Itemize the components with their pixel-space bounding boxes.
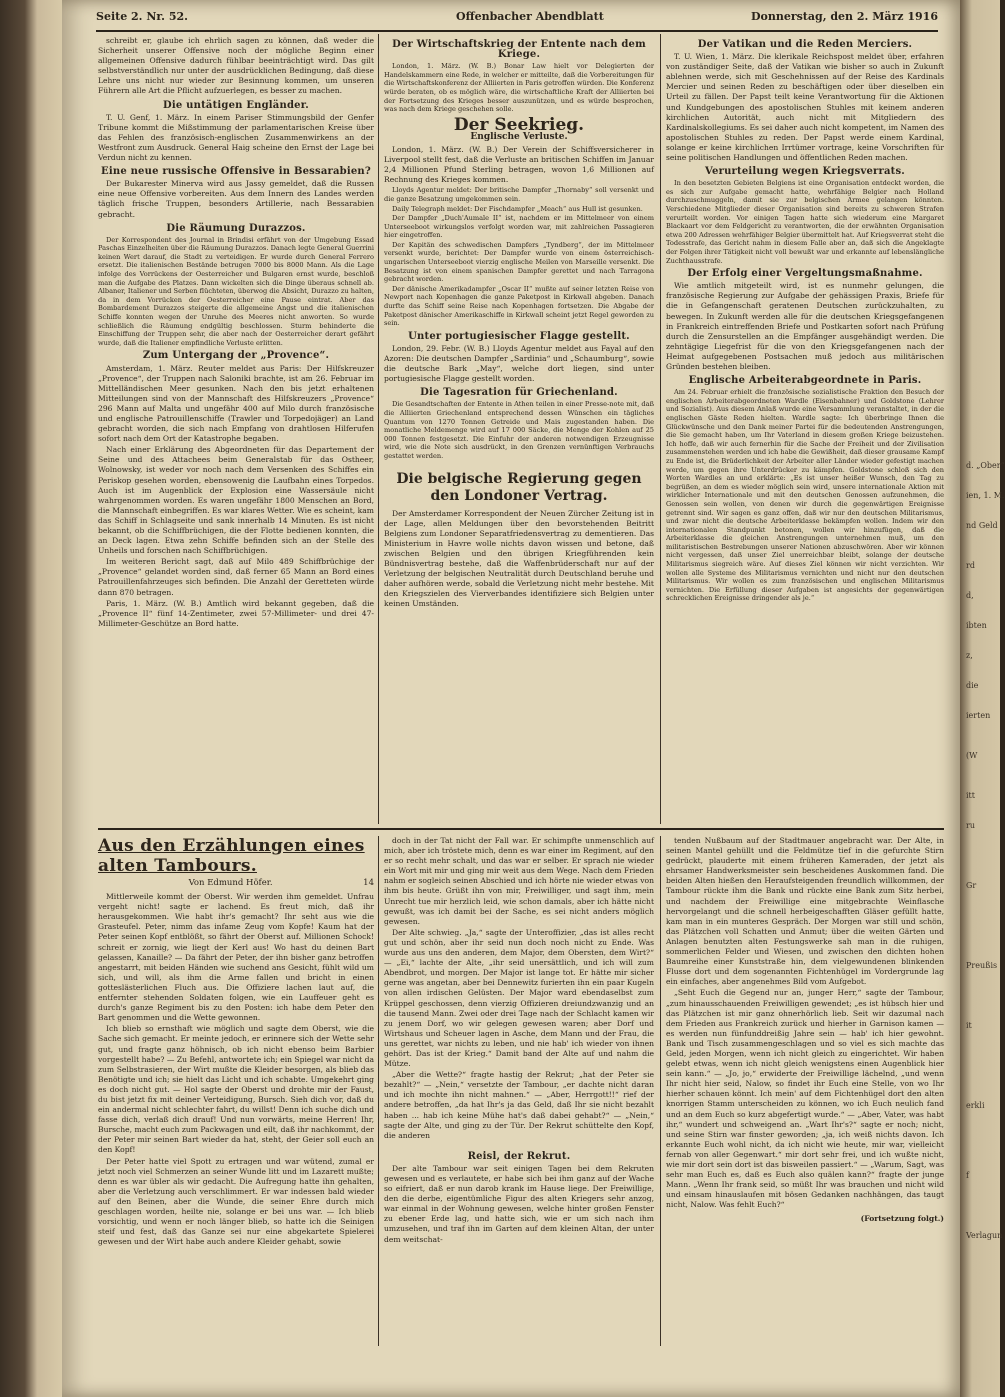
- margin-fragment: (W: [966, 751, 978, 760]
- margin-fragment: erkli: [966, 1101, 985, 1110]
- margin-fragment: ierten: [966, 711, 991, 720]
- serial-text: Mittlerweile kommt der Oberst. Wir werden ihm gemeldet. Unfrau vergeht nicht! sagte er lachend. Es freut mich, daß ihr herausgekommen. Wie habt ihr's gemacht? Ihr seht aus wie die Grasteufel. Peter, nimm das infame Zeug vom Kopfe! Kaum hat der Peter seinen Kopf entblößt, so fährt der Oberst auf. Millionen Schock! schreit er zornig, wie liegt der Kerl aus! Wo hast du deinen Bart gelassen, Kanaille? — Da fährt der Peter, der ihn bisher ganz betroffen angestarrt, mit beiden Händen wie suchend ans Gesicht, fühlt wild um sich, und will, als ihm die Arme fallen und bricht in einen gotteslästerlichen Fluch aus. Die Offiziere lachen laut auf, die entfernter stehenden Soldaten folgen, wie ein Lauffeuer geht es durch's ganze Regiment bis zu den Posten: ich habe dem Peter den Bart genommen und die Wette gewonnen.: [98, 892, 374, 1023]
- column-divider: [378, 836, 379, 1346]
- margin-fragment: nd Geld: [966, 521, 998, 530]
- article-text: London, 29. Febr. (W. B.) Lloyds Agentur meldet aus Fayal auf den Azoren: Die deutschen Dampfer „Sardinia“ und „Schaumburg“, sowie die deutsche Bark „May“, welche dort liegen, sind unter portugiesische Flagge gestellt worden.: [384, 343, 654, 384]
- margin-fragment: itt: [966, 791, 975, 800]
- headline: Der Vatikan und die Reden Merciers.: [697, 39, 913, 50]
- page-number: Seite 2. Nr. 52.: [96, 10, 188, 23]
- margin-fragment: d,: [966, 591, 974, 600]
- serial-text: „Aber die Wette?“ fragte hastig der Rekrut; „hat der Peter sie bezahlt?“ — „Nein,“ versetzte der Tambour, „er dachte nicht daran und ich mochte ihn nicht mahnen.“ — „Aber, Herrgott!!“ rief der andere betroffen, „da hat Ihr's ja das Geld, daß Ihr sie nicht bezahlt haben ... hab ich keine Mühe hat's daß dabei gehabt?“ — „Nein,“ sagte der Alte, und ging zu der Tür. Der Rekrut schüttelte den Kopf, die anderen: [384, 1070, 654, 1140]
- margin-fragment: Verlagun: [966, 1231, 1003, 1240]
- headline-large: Die belgische Regierung gegen den Londoner Vertrag.: [396, 470, 642, 504]
- feuilleton-rule: [98, 828, 944, 830]
- column-divider: [660, 836, 661, 1346]
- serial-column-2: [384, 836, 654, 1246]
- article-text: Lloyds Agentur meldet: Der britische Dampfer „Thornaby“ soll versenkt und die ganze Besatzung umgekommen sein.: [384, 186, 654, 203]
- margin-fragment: d. „Ober“: [966, 461, 1005, 470]
- article-text: Der Dampfer „Duch'Aumale II“ ist, nachdem er im Mittelmeer von einem Unterseeboot wirkungslos verfolgt worden war, mit zahlreichen Passagieren hier eingetroffen.: [384, 214, 654, 240]
- margin-fragment: ru: [966, 821, 975, 830]
- margin-fragment: it: [966, 1021, 972, 1030]
- margin-fragment: z,: [966, 651, 973, 660]
- serial-column-1: [98, 836, 374, 1248]
- column-divider: [660, 34, 661, 824]
- header-rule: [96, 30, 938, 32]
- margin-fragment: ibten: [966, 621, 987, 630]
- headline: Eine neue russische Offensive in Bessarabien?: [101, 166, 371, 178]
- serial-column-3: [666, 836, 944, 1225]
- article-text: Im weiteren Bericht sagt, daß auf Milo 489 Schiffbrüchige der „Provence“ gelandet worden sind, daß ferner 65 Mann an Bord eines Patrouillenfahrzeuges sich befinden. Die Anzahl der Geretteten würde dann 870 betragen.: [98, 557, 374, 597]
- headline: Der Erfolg einer Vergeltungsmaßnahme.: [687, 268, 923, 280]
- serial-text: doch in der Tat nicht der Fall war. Er schimpfte unmenschlich auf mich, aber ich tröstete mich, denn es war einer im Regiment, auf den er so recht mehr schalt, und das war er selber. Er sprach nie wieder ein Wort mit mir und ging mir weit aus dem Wege. Nach dem Frieden nahm er sogleich seinen Abschied und ich hörte nie wieder etwas von ihm bis heute. Grüßt ihn von mir, Freiwilliger, und sagt ihm, mein Unrecht tue mir herzlich leid, wie schon damals, aber ich hätte nicht gewußt, was ich damit bei der Sache, es sei nicht anders möglich gewesen.: [384, 836, 654, 926]
- running-head: [96, 10, 938, 28]
- article-text: Paris, 1. März. (W. B.) Amtlich wird bekannt gegeben, daß die „Provence II“ fünf 14-Zentimeter, zwei 57-Millimeter- und drei 47-Millimeter-Geschütze an Bord hatte.: [98, 598, 374, 628]
- headline: Der Wirtschaftskrieg der Entente nach dem Kriege.: [392, 39, 646, 61]
- serial-text: tenden Nußbaum auf der Stadtmauer angebracht war. Der Alte, in seinen Mantel gehüllt und die Feldmütze tief in die gefurchte Stirn gedrückt, plauderte mit einem früheren Kameraden, der jetzt als ehrsamer Handwerksmeister sein bescheidenes Auskommen fand. Die beiden Alten hießen den Heraufsteigenden freundlich willkommen, der Tambour rückte ihm die Bank und rückte eine Bank zum Sitz herbei, und nachdem der Freiwillige eine mitgebrachte Weinflasche hervorgelangt und die schnell herbeigeschafften Gläser gefüllt hatte, kam man in ein munteres Gespräch. Der Morgen war still und schön, das Plätzchen voll Schatten und Anmut; über die weiten Gärten und Anlagen benutzten alten Festungswerke sah man in die ruhigen, sommerlichen Felder und Wiesen, und zwischen den dichten hohen Baumreihe einer Kunststraße hin, dem vielgewundenen blinkenden Flusse dort und dem sogenannten Fichtenhügel im Vordergrunde lag ein einfaches, aber angenehmes Bild vom Aufgebot.: [666, 836, 944, 987]
- headline: Verurteilung wegen Kriegsverrats.: [705, 166, 905, 178]
- headline: Unter portugiesischer Flagge gestellt.: [408, 330, 630, 342]
- masthead: Offenbacher Abendblatt: [456, 10, 604, 23]
- article-text: Am 24. Februar erhielt die französische sozialistische Fraktion den Besuch der englischen Arbeiterabgeordneten Wardle (Eisenbahner) und Goldstone (Lehrer und Sozialist). Aus diesem Anlaß wurde eine Versammlung veranstaltet, in der die englischen Gäste Reden hielten. Wardle sagte: Ich überbringe Ihnen die Glückwünsche und den Dank meiner Partei für die bedeutenden Anstrengungen, die Sie gemacht haben, um Ihr Vaterland in diesem großen Kriege beizustehen. Ich hoffe, daß wir auch fernerhin für die Sache der Freiheit und der Zivilisation zusammenstehen werden und ich habe die Gewißheit, daß dieser grausame Kampf zu Ende ist, die Brüderlichkeit der Arbeiter aller Länder wieder gefestigt machen werde, um gegen ihre Unterdrücker zu kämpfen. Goldstone schloß sich den Worten Wardles an und erklärte: „Es ist unser heißer Wunsch, den Tag zu begrüßen, an dem es wieder möglich sein wird, unsere internationale Aktion mit wirklicher Internationale und mit den deutschen Genossen aufzunehmen, die Genossen sein wollen, von denen wir durch die gegenwärtigen Ereignisse getrennt sind. Wir sagen es ganz offen, daß wir nur den deutschen Militarismus, und zwar nicht die deutsche Arbeiterklasse bekämpfen wollen. Indem wir den internationalen Standpunkt betonen, wollen wir hinzufügen, daß die Arbeiterklasse die gleichen Anstrengungen unternehmen muß, um den militaristischen Bestrebungen unserer Nationen abzuschwören. Aber wir können nicht vergessen, daß unser Ziel unerreichbar bleibt, solange der deutsche Militarismus siegreich wäre. Auf dieses Ziel können wir nicht verzichten. Wir wollen alle Systeme des Militarismus vernichten und nicht nur den deutschen Militarismus. Wir wollen es zum französischen und englischen Militarismus vernichten. Die Erfüllung dieser Aufgaben ist angesichts der gegenwärtigen schrecklichen Ereignisse dringender als je.“: [666, 388, 944, 603]
- installment-number: 14: [363, 878, 374, 888]
- article-text: Wie amtlich mitgeteilt wird, ist es nunmehr gelungen, die französische Regierung zur Aufgabe der gehässigen Praxis, Briefe für die in Gefangenschaft geratenen Deutschen zurückzuhalten, zu bewegen. In Zukunft werden alle für die deutschen Kriegsgefangenen in Frankreich eintreffenden Briefe und Postkarten sofort nach Prüfung durch die Zensurstellen an die Empfänger ausgehändigt werden. Die zehntägige Liegefrist für die von den Kriegsgefangenen nach der Heimat aufgegebenen Postsachen muß jedoch aus militärischen Gründen bestehen bleiben.: [666, 281, 944, 371]
- serial-title: Aus den Erzählungen eines alten Tambours.: [98, 836, 365, 876]
- section-title: Der Seekrieg.: [453, 114, 585, 135]
- headline: Die Räumung Durazzos.: [166, 222, 306, 234]
- chapter-heading: Reisl, der Rekrut.: [467, 1150, 571, 1162]
- serial-text: Der Alte schwieg. „Ja,“ sagte der Unteroffizier, „das ist alles recht gut und schön, aber ihr seid nun doch noch nicht zu Ende. Was wurde aus uns den anderen, dem Major, dem Obersten, dem Wirt?“ — „Ei,“ lachte der Alte, „ihr seid unersättlich, und ich will zum Abendbrot, und morgen. Der Major ist lange tot. Er hätte mir sicher gerne was angetan, aber bei Dennewitz furierten ihn ein paar Kugeln von allen irdischen Gelüsten. Der Major ward ebendaselbst zum Krüppel geschossen, denn vierzig Offizieren dreiundzwanzig und an die tausend Mann. Zwei oder drei Tage nach der Schlacht kamen wir zu jenem Dorf, wo wir gelegen gewesen waren; aber Dorf und Wirtshaus und Scheuer lagen in Asche, dem Mann und der Frau, die uns gerettet, war nichts zu leben, und nie hab' ich wieder von ihnen gehört. Das ist der Krieg.“ Damit band der Alte auf und nahm die Mütze.: [384, 927, 654, 1069]
- serial-text: „Seht Euch die Gegend nur an, junger Herr,“ sagte der Tambour, „zum hinausschauenden Freiwilligen gewendet; „es ist hübsch hier und das Plätzchen ist mir ganz ohnerhörlich lieb. Seit wir dazumal nach dem Frieden aus Frankreich zurück und hierher in Garnison kamen — es werden nun fünfunddreißig Jahre sein — hab' ich hier gewohnt. Bank und Tisch zusammengeschlagen und so viel es sich machte das Geld, jeden Morgen, wenn ich nicht gleich zu eingerichtet. Wir haben gelebt etwas, wenn ich nicht gleich wenigstens einen Augenblick hier sein kann.“ — „Jo, jo,“ erwiderte der Freiwillige lächelnd, „und wenn Ihr nicht hier seid, Nalow, so findet ihr Euch eine Stelle, von wo Ihr hierher schauen könnt. Ich mein' auf dem Fichtenhügel dort den alten knorrigen Stamm unterscheiden zu können, wo ich Euch neulich fand und an dem Euch so kurz abgefertigt wurde.“ — „Aber, Vater, was habt ihr,“ wundert und schweigend an. „Wart Ihr's?“ sagte er noch; nicht, und seine Stirn war finster geworden; „ja, ich weiß nichts davon. Ich erkannte Euch wohl nicht, da ich nicht wie heute, mir war, vielleicht fernab von aller Gegenwart.“ mir dort sehr frei, und ich wußte nicht, wie mir dort sein dort ist das bisweilen passiert.“ — „Warum, Sagt, was sehr man Euch es, daß es Euch also quälen kann?“ fragte der junge Mann. „Wenn Ihr frank seid, so müßt Ihr was brauchen und nicht wild und einsam hinauslaufen mit bösen Gedanken nachhängen, das taugt nicht, Nalow. Was fehlt Euch?“: [666, 988, 944, 1210]
- headline: Englische Arbeiterabgeordnete in Paris.: [688, 375, 922, 387]
- serial-text: Der Peter hatte viel Spott zu ertragen und war wütend, zumal er jetzt noch viel Schmerzen an seiner Wunde litt und im Lazarett mußte; denn es war übler als wir gedacht. Die Aufregung hatte ihn gehalten, aber die Verletzung auch verschlimmert. Er war indessen bald wieder auf den Beinen, aber die Wunde, die seiner Ehre durch mich geschlagen worden, heilte nie, solange er bei uns war. — Ich blieb vorsichtig, und wenn er noch länger blieb, so hatte ich die Seinigen steif und fest, daß das Ganze sei nur eine abgekartete Spielerei gewesen und der Wirt habe auch andere Kleider gehabt, sowie: [98, 1156, 374, 1247]
- article-text: London, 1. März. (W. B.) Der Verein der Schiffsversicherer in Liverpool stellt fest, daß die Verluste an britischen Schiffen im Januar 2,4 Millionen Pfund Sterling betragen, wovon 1,6 Millionen auf Rechnung des Krieges kommen.: [384, 144, 654, 185]
- margin-fragment: Preußis: [966, 961, 998, 970]
- article-text: Die Gesandtschaften der Entente in Athen teilen in einer Presse-note mit, daß die Alliierten Griechenland entsprechend dessen Wünschen ein tägliches Quantum von 1270 Tonnen Getreide und Mais zugestanden haben. Die monatliche Meldemenge wird auf 17 000 Säcke, die Menge der Kohlen auf 25 000 Tonnen festgesetzt. Die Einfuhr der anderen notwendigen Erzeugnisse wird, wie die Note sich ausdrückt, in den Grenzen vernünftigen Verbrauchs gestattet werden.: [384, 400, 654, 460]
- margin-fragment: f: [966, 1171, 969, 1180]
- serial-text: Ich blieb so ernsthaft wie möglich und sagte dem Oberst, wie die Sache sich gemacht. Er meinte jedoch, er erinnere sich der Wette sehr gut, und fragte ganz höhnisch, ob ich nicht ebenso beim Barbier vorgestellt habe? — Zu Befehl, antwortete ich; ein Spiegel war nicht da zum Selbstrasieren, der Wirt mußte die Kleider besorgen, als blieb das Benötigte und ich; sie hielt das Licht und ich schabte. Umgekehrt ging es doch nicht gut. — Hol sagte der Oberst und drohte mir der Faust, du bist jetzt fix mit deiner Verteidigung, Bursch. Sieh dich vor, daß du ein andermal nicht schlechter fahrt, du willst! Denn ich suche dich und fasse dich, verlaß dich drauf! Und nun vorwärts, meine Herren! Ihr, Bursche, macht euch zum Packwagen und eilt, daß ihr nachkommt, der der Peter mir seinen Bart wieder da hat, steht, der Geier soll euch an den Kopf!: [98, 1024, 375, 1155]
- newspaper-page: [62, 0, 960, 1397]
- subheadline: Englische Verluste.: [470, 131, 568, 142]
- margin-fragment: die: [966, 681, 979, 690]
- article-text: Der Bukarester Minerva wird aus Jassy gemeldet, daß die Russen eine neue Offensive vorbereiten. Aus dem Innern des Landes werden täglich frische Truppen, besonders Artillerie, nach Bessarabien gebracht.: [98, 179, 374, 219]
- article-text: Der dänische Amerikadampfer „Oscar II“ mußte auf seiner letzten Reise von Newport nach Kopenhagen die ganze Paketpost in Kirkwall abgeben. Danach durfte das Schiff seine Reise nach Kopenhagen fortsetzen. Die Abgabe der Paketpost dänischer Amerikaschiffe in Kirkwall scheint jetzt Regel geworden zu sein.: [384, 284, 654, 328]
- article-text: Der Amsterdamer Korrespondent der Neuen Zürcher Zeitung ist in der Lage, allen Meldungen über den bevorstehenden Beitritt Belgiens zum Londoner Separatfriedensvertrag zu dementieren. Das Ministerium in Havre wolle nichts davon wissen und betone, daß zwischen Belgien und den übrigen Kriegführenden kein Bündnisvertrag bestehe, daß die Waffenbrüderschaft nur auf der Verletzung der belgischen Neutralität durch Deutschland beruhe und daher aufhören werde, sobald die Verletzung nicht mehr bestehe. Mit den Kriegszielen des Vierverbandes identifiziere sich Belgien unter keinen Umständen.: [384, 508, 654, 609]
- article-text: London, 1. März. (W. B.) Bonar Law hielt vor Delegierten der Handelskammern eine Rede, in welcher er mitteilte, daß die Vorbereitungen für die Wirtschaftskonferenz der Alliierten in Paris getroffen würden. Die Konferenz würde beraten, ob es möglich wäre, die wirtschaftliche Kraft der Alliierten bei der Fortsetzung des Krieges besser auszunützen, und es würde besprochen, was nach dem Kriege geschehen solle.: [384, 62, 654, 114]
- headline: Zum Untergang der „Provence“.: [142, 350, 330, 362]
- headline: Die untätigen Engländer.: [163, 99, 309, 111]
- serial-text: Der alte Tambour war seit einigen Tagen bei dem Rekruten gewesen und es verlautete, er habe sich bei ihm ganz auf der Wache so eifriert, daß er nun darob krank im Hause liege. Der Freiwillige, den die derbe, eigentümliche Figur des alten Kriegers sehr anzog, war einmal in der Wohnung gewesen, welche hinter großen Fenster zu ebener Erde lag, und hatte sich, wie er um sich nach ihm umzusehen, und traf ihn im Garten auf dem kleinen Altan, der unter dem weitschat-: [384, 1163, 654, 1244]
- article-text: T. U. Genf, 1. März. In einem Pariser Stimmungsbild der Genfer Tribune kommt die Mißstimmung der parlamentarischen Kreise über das Fehlen des französisch-englischen Zusammenwirkens an der Westfront zum Ausdruck. General Haig scheine den Ernst der Lage bei Verdun nicht zu kennen.: [98, 112, 374, 163]
- serial-author: Von Edmund Höfer. 14: [188, 878, 374, 888]
- article-text: Der Kapitän des schwedischen Dampfers „Tyndberg“, der im Mittelmeer versenkt wurde, berichtet: Der Dampfer wurde von einem österreichisch-ungarischen Unterseeboot vierzig englische Meilen von Marseille versenkt. Die Besatzung ist von einem spanischen Dampfer gerettet und nach Tarragona gebracht worden.: [384, 240, 654, 284]
- article-text: Amsterdam, 1. März. Reuter meldet aus Paris: Der Hilfskreuzer „Provence“, der Truppen nach Saloniki brachte, ist am 26. Februar im Mittelländischen Meer gesunken. Nach den bis jetzt erhaltenen Mitteilungen sind von der Mannschaft des Hilfskreuzers „Provence“ 296 Mann auf Malta und ungefähr 400 auf Milo durch französische und englische Patrouillenschiffe (Trawler und Torpedojäger) an Land gebracht worden, die sich nach Empfang von drahtlosen Hilferufen sofort nach dem Ort der Katastrophe begaben.: [98, 363, 374, 444]
- article-text: Der Korrespondent des Journal in Brindisi erfährt von der Umgebung Essad Paschas Einzelheiten über die Räumung Durazzos. Danach legte General Guerrini keinen Wert darauf, die Stadt zu verteidigen. Er wurde durch General Ferrero ersetzt. Die italienischen Bestände betrugen 7000 bis 8000 Mann. Als die Lage infolge des Vorrückens der Oesterreicher und Bulgaren ernst wurde, beschloß man die Aufgabe des Platzes. Dann wickelten sich die Dinge überaus schnell ab. Albaner, Italiener und Serben flüchteten, überwog die Absicht, Durazzo zu halten, da in dem Vorrücken der Oesterreicher eine Pause eintrat. Aber das Bombardement Durazzos steigerte die allgemeine Angst und die italienischen Schiffe konnten wegen der Unruhe des Meeres nicht anworten. So wurde schließlich die Räumung endgültig beschlossen. Sturm behinderte die Einschiffung der Truppen sehr, die aber nach der Oesterreicher derart gefährt wurde, daß die Italiener empfindliche Verluste erlitten.: [98, 235, 374, 347]
- headline: Die Tagesration für Griechenland.: [420, 387, 618, 399]
- margin-fragment: ien, 1. M.: [966, 491, 1005, 500]
- article-text: In den besetzten Gebieten Belgiens ist eine Organisation entdeckt worden, die es sich zur Aufgabe gemacht hatte, wehrfähige Belgier nach Holland durchzuschmuggeln, damit sie zur belgischen Armee gelangen könnten. Verschiedene Mitglieder dieser Organisation sind bereits zu schweren Strafen verurteilt worden. Vor einigen Tagen hatte sich wiederum eine Margaret Blackaart vor dem Feldgericht zu verantworten, die der erwähnten Organisation etwa 200 Adressen wehrfähiger Belgier übermittelt hat. Auf Kriegsverrat steht die Todesstrafe, das Gericht nahm in diesem Falle aber an, daß sich die Angeklagte der Folgen ihrer Tätigkeit nicht voll bewußt war und erkannte auf lebenslängliche Zuchthausstrafe.: [666, 179, 944, 265]
- book-binding: [0, 0, 62, 1397]
- column-1: [98, 36, 374, 630]
- article-text: schreibt er, glaube ich ehrlich sagen zu können, daß weder die Sicherheit unserer Offensive noch der mögliche Beginn einer allgemeinen Offensive dadurch fühlbar beeinträchtigt wird. Das gilt selbstverständlich nur unter der ausdrücklichen Bedingung, daß diese Lehre uns nicht nur wieder zur Besinnung kommen, um unseren Führern alle Art die Pflicht aufzuerlegen, es besser zu machen.: [98, 36, 374, 96]
- margin-fragment: Gr: [966, 881, 977, 890]
- issue-date: Donnerstag, den 2. März 1916: [750, 10, 938, 23]
- column-2: [384, 36, 654, 610]
- column-3: [666, 36, 944, 604]
- continuation-note: (Fortsetzung folgt.): [860, 1214, 944, 1224]
- column-divider: [378, 34, 379, 824]
- article-text: Daily Telegraph meldet: Der Fischdampfer „Meach“ aus Hull ist gesunken.: [392, 204, 643, 213]
- article-text: Nach einer Erklärung des Abgeordneten für das Departement der Seine und des Attachees beim Generalstab für das Ostheer, Wolnowsky, ist weder vor noch nach dem Versenken des Schiffes ein Periskop gesehen worden, ebensowenig die Laufbahn eines Torpedos. Auch ist im Augenblick der Explosion eine Wassersäule nicht wahrgenommen worden. Es waren ungefähr 1800 Menschen an Bord, die Mannschaft einbegriffen. Es war klares Wetter. Wie es scheint, kam das Schiff in Schlagseite und sank innerhalb 14 Minuten. Es ist nicht bekannt, ob die Schiffbrüchigen, die der Flotte bedienen konnten, die an Deck lagen. Etwa zehn Schiffe befinden sich an der Stelle des Unheils und forschen nach Schiffbrüchigen.: [98, 445, 374, 556]
- article-text: T. U. Wien, 1. März. Die klerikale Reichspost meldet über, erfahren von zuständiger Seite, daß der Vatikan wie bisher so auch in Zukunft ablehnen werde, sich mit Geschehnissen auf der Reise des Kardinals Mercier und seinen Reden zu beschäftigen oder über dieselben ein Urteil zu fällen. Der Papst teilt keine Verantwortung für die Aktionen und Kundgebungen des apostolischen Stuhles mit keinem anderen kirchlichen Autorität, auch nicht mit Mitgliedern des Kardinalskollegiums. Es sei daher auch nicht kompetent, im Namen des apostolischen Stuhles zu reden. Der Papst werde einem Kardinal, solange er keine kirchlichen Irrtümer vortrage, keine Vorschriften für seine politischen Handlungen und öffentlichen Reden machen.: [666, 52, 944, 163]
- facing-page-edge: [960, 0, 1005, 1397]
- margin-fragment: rd: [966, 561, 975, 570]
